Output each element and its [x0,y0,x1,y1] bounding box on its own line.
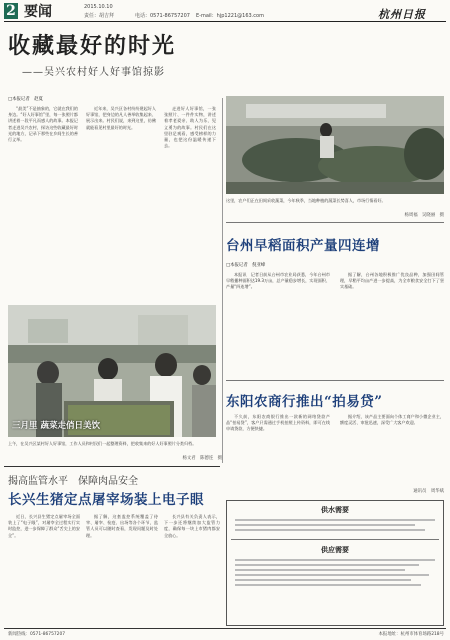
article2-text-2: 据了解，台州各地积极推广优良品种，加强田间管理，早稻平均亩产进一步提高，为全市粮食安全打下了坚实基础。 [340,272,444,290]
article4-text-2: 据了解，这套监控系统覆盖了待宰、屠宰、检疫、出场等各个环节，监管人员可以随时查看，发现问题及时处理。 [86,514,158,538]
article3-text-2: 据介绍，该产品主要面向个体工商户和小微企业主，额度灵活、审批迅速，深受广大客户欢迎。 [340,414,444,426]
right-top-caption: 这里，农户们正在田间采收蔬菜，今年秋季，当地种植的蔬菜长势喜人，市场行情看好。 [226,198,386,203]
article1-byline: □本报记者 赵夏 [8,97,43,102]
article2-top-rule [226,222,444,223]
footer-rule [4,628,446,629]
right-top-photo [226,96,444,194]
article1-subhead: ——吴兴农村好人好事馆掠影 [22,67,165,78]
masthead-email: E-mail：hjp1221@163.com [196,13,264,19]
article1-headline: 收藏最好的时光 [8,33,177,59]
article4-col3 [164,514,220,626]
article4-kicker: 揭高监管水平 保障肉品安全 [8,476,138,487]
right-top-photo-image [226,96,444,194]
ads-block [226,500,444,626]
ads-lines-2 [235,559,435,586]
photo1-credit: 杨文君 陈德连 摄 [182,456,222,461]
article3-credit: 通讯员 周华斌 [413,489,444,494]
ads-title-2: 供应需要 [321,545,349,554]
article4-text-1: 近日，长兴县生猪定点屠宰场全面装上了“电子眼”，对屠宰全过程实行实时监控，进一步保障了群众“舌尖上的安全”。 [8,514,80,538]
article2-byline: □本报记者 倪亚峰 [226,263,266,268]
article2-headline: 台州早稻面积产量四连增 [226,238,380,254]
article2-text-1: 本报讯 记者日前从台州市农业局获悉，今年台州市早稻播种面积达19.3万亩，总产量稳步增长，实现面积、产量“四连增”。 [226,272,330,290]
footer-left: 新闻热线：0571-86757207 [8,632,66,637]
page-number: 2 [6,3,16,19]
footer-right: 本报地址：杭州市体育场路218号 [378,632,444,637]
main-photo [8,305,216,437]
masthead-rule [4,21,446,22]
article1-text-2: 近年来，吴兴区各村纷纷建起好人好事馆，把身边的凡人善举收集起来、展示出来。村民们说，来到这里，仿佛就能看见村里最好的时光。 [86,106,156,130]
masthead-phone: 电话：0571-86757207 [135,13,190,19]
section-label: 要闻 [24,4,52,20]
article4-headline: 长兴生猪定点屠宰场装上电子眼 [8,492,204,508]
article1-text-1: “最美”不是抽象的，它就在我们的身边。“好人好事馆”里，每一张照片都讲述着一段平凡而感人的故事。本报记者走进吴兴农村，探访这些收藏最好时光的地方，记录下那些在乡间生长的善行义举。 [8,106,78,143]
masthead-date: 2015.10.10 [84,4,113,10]
masthead-editor: 责任：胡吉拜 [84,13,115,19]
article1-text-3: 走进好人好事馆，一张张照片、一件件实物，讲述着孝老爱亲、助人为乐、见义勇为的故事。村民们在这里驻足观看，感受榜样的力量，也把这份温暖传递下去。 [164,106,216,149]
main-photo-image [8,305,216,437]
article4-col2 [86,514,158,626]
ads-title-1: 供水需要 [321,505,349,514]
article2-col1 [226,272,330,384]
page-number-box [4,3,18,19]
article3-text-1: 不久前，东阳农商银行推出一款新的网络贷款产品“拍易贷”，客户只需通过手机拍照上传资料，即可在线申请贷款，方便快捷。 [226,414,330,432]
paper-name: 杭州日报 [378,8,426,21]
article4-top-rule [4,466,220,467]
photo1-description: 上午，在吴兴区某村好人好事馆，工作人员和村民们一起整理资料，把收集来的好人好事照片分类归档。 [8,441,197,446]
article1-col2 [86,106,156,301]
article3-headline: 东阳农商行推出“拍易贷” [226,394,383,410]
article1-col1 [8,106,78,301]
article4-text-3: 长兴县有关负责人表示，下一步还将继续加大监管力度，确保每一块上市猪肉都安全放心。 [164,514,220,538]
article4-col1 [8,514,80,626]
article3-top-rule [226,380,444,381]
article3-col1 [226,414,330,496]
article1-col3 [164,106,216,301]
article2-col2 [340,272,444,384]
main-photo-caption-overlay: 三月里 蔬菜走俏日美饮 [12,421,100,431]
article3-col2 [340,414,444,486]
ads-lines-1 [235,519,435,531]
column-divider [222,98,223,463]
right-top-credit: 杨周福 吴晓丽 摄 [404,213,444,218]
